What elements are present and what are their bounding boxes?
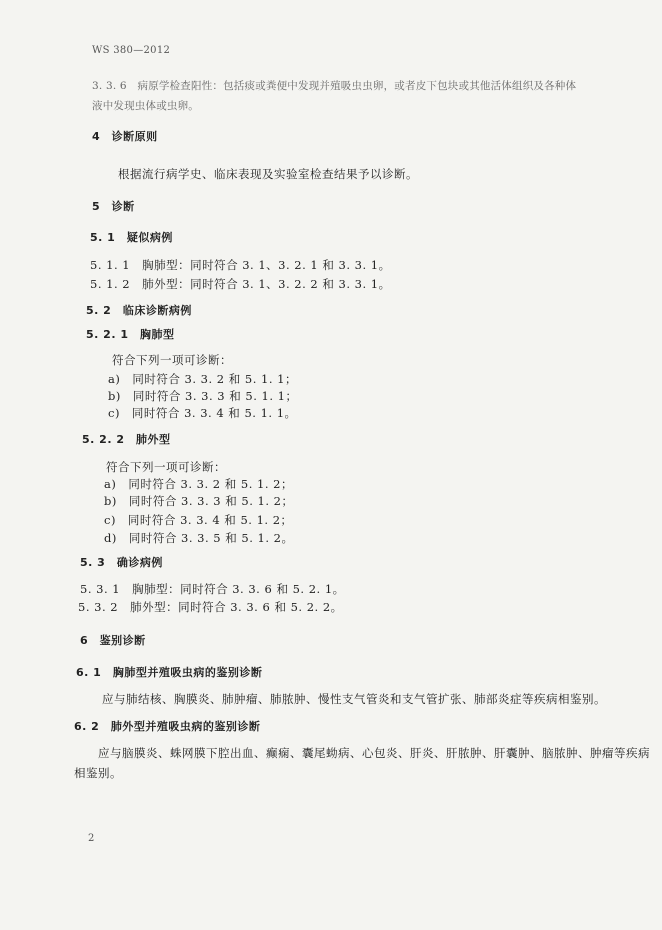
- list-item: a) 同时符合 3. 3. 2 和 5. 1. 2；: [104, 477, 293, 491]
- section-5-heading: 5 诊断: [92, 200, 135, 213]
- section-5-1-heading: 5. 1 疑似病例: [90, 231, 173, 244]
- section-6-2-heading: 6. 2 肺外型并殖吸虫病的鉴别诊断: [74, 720, 261, 733]
- list-item: b) 同时符合 3. 3. 3 和 5. 1. 2；: [104, 494, 294, 508]
- clause-5-3-1: 5. 3. 1 胸肺型：同时符合 3. 3. 6 和 5. 2. 1。: [80, 582, 345, 596]
- section-5-2-heading: 5. 2 临床诊断病例: [86, 304, 192, 317]
- section-6-heading: 6 鉴别诊断: [80, 634, 146, 647]
- section-6-1-body: 应与肺结核、胸膜炎、肺肿瘤、肺脓肿、慢性支气管炎和支气管扩张、肺部炎症等疾病相鉴别。: [102, 692, 606, 706]
- clause-5-3-2: 5. 3. 2 肺外型：同时符合 3. 3. 6 和 5. 2. 2。: [78, 600, 343, 614]
- section-5-3-heading: 5. 3 确诊病例: [80, 556, 163, 569]
- section-5-2-1-intro: 符合下列一项可诊断：: [112, 353, 232, 367]
- section-6-1-heading: 6. 1 胸肺型并殖吸虫病的鉴别诊断: [76, 666, 263, 679]
- clause-3-3-6-line2: 液中发现虫体或虫卵。: [92, 100, 199, 112]
- section-6-2-body-line1: 应与脑膜炎、蛛网膜下腔出血、癫痫、囊尾蚴病、心包炎、肝炎、肝脓肿、肝囊肿、脑脓肿、肿瘤等疾病: [98, 746, 650, 760]
- page-number: 2: [88, 833, 95, 844]
- section-6-2-body-line2: 相鉴别。: [74, 766, 122, 780]
- section-4-body: 根据流行病学史、临床表现及实验室检查结果予以诊断。: [118, 167, 418, 181]
- list-item: d) 同时符合 3. 3. 5 和 5. 1. 2。: [104, 531, 294, 545]
- clause-3-3-6-line1: 3. 3. 6 病原学检查阳性：包括痰或粪便中发现并殖吸虫虫卵，或者皮下包块或其他活体组织及各种体: [92, 80, 577, 92]
- section-4-heading: 4 诊断原则: [92, 130, 158, 143]
- section-5-2-1-heading: 5. 2. 1 胸肺型: [86, 328, 175, 341]
- clause-5-1-2: 5. 1. 2 肺外型：同时符合 3. 1、3. 2. 2 和 3. 3. 1。: [90, 277, 391, 291]
- clause-5-1-1: 5. 1. 1 胸肺型：同时符合 3. 1、3. 2. 1 和 3. 3. 1。: [90, 258, 391, 272]
- list-item: b) 同时符合 3. 3. 3 和 5. 1. 1；: [108, 389, 298, 403]
- standard-number-header: WS 380—2012: [92, 45, 171, 56]
- list-item: c) 同时符合 3. 3. 4 和 5. 1. 2；: [104, 513, 293, 527]
- list-item: c) 同时符合 3. 3. 4 和 5. 1. 1。: [108, 406, 297, 420]
- list-item: a) 同时符合 3. 3. 2 和 5. 1. 1；: [108, 372, 297, 386]
- section-5-2-2-intro: 符合下列一项可诊断：: [106, 460, 226, 474]
- section-5-2-2-heading: 5. 2. 2 肺外型: [82, 433, 171, 446]
